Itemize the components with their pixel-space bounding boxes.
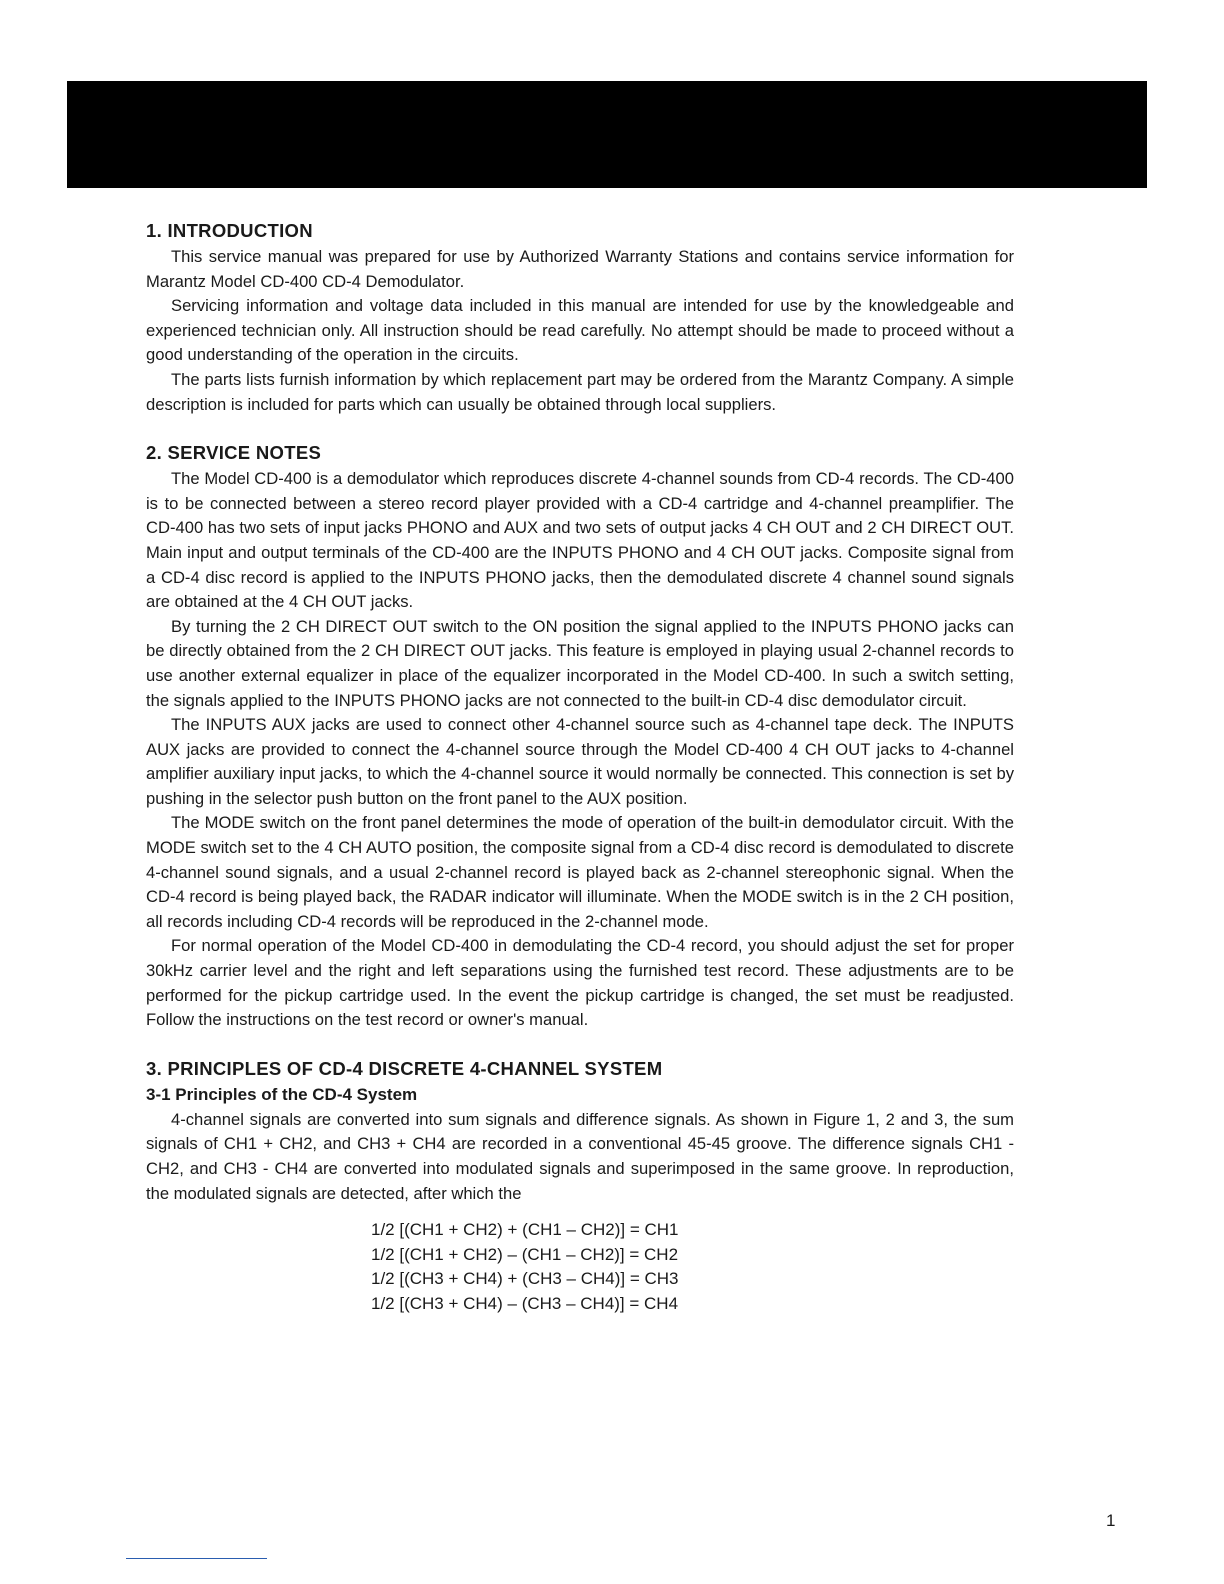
section-introduction [146,219,1014,417]
section-spacer [146,417,1014,441]
header-banner [67,81,1147,188]
page-number: 1 [1106,1511,1116,1530]
paragraph: The INPUTS AUX jacks are used to connect other 4-channel source such as 4-channel tape deck. The INPUTS AUX jacks are provided to connect the 4-channel source through the Model CD-400 4 CH OUT jacks to 4-channel amplifier auxiliary input jacks, to which the 4-channel source it would normally be connected. This connection is set by pushing in the selector push button on the front panel to the AUX position. [146,715,1014,808]
paragraph: The Model CD-400 is a demodulator which reproduces discrete 4-channel sounds from CD-4 records. The CD-400 is to be connected between a stereo record player provided with a CD-4 cartridge and 4-channel preamplifier. The CD-400 has two sets of input jacks PHONO and AUX and two sets of output jacks 4 CH OUT and 2 CH DIRECT OUT. Main input and output terminals of the CD-400 are the INPUTS PHONO and 4 CH OUT jacks. Composite signal from a CD-4 disc record is applied to the INPUTS PHONO jacks, then the demodulated discrete 4 channel sound signals are obtained at the 4 CH OUT jacks. [146,469,1014,612]
paragraph: 4-channel signals are converted into sum signals and difference signals. As shown in Figure 1, 2 and 3, the sum signals of CH1 + CH2, and CH3 + CH4 are recorded in a conventional 45-45 groove. The difference signals CH1 - CH2, and CH3 - CH4 are converted into modulated signals and superimposed in the same groove. In reproduction, the modulated signals are detected, after which the [146,1109,1014,1203]
equation: 1/2 [(CH1 + CH2) – (CH1 – CH2)] = CH2 [371,1244,679,1264]
paragraph: This service manual was prepared for use by Authorized Warranty Stations and contains service information for Marantz Model CD-400 CD-4 Demodulator. [146,247,1014,291]
section-heading: 1. INTRODUCTION [146,220,313,241]
footer-rule [126,1558,267,1559]
paragraph: The parts lists furnish information by which replacement part may be ordered from the Marantz Company. A simple description is included for parts which can usually be obtained through local suppliers. [146,369,1014,414]
equation: 1/2 [(CH3 + CH4) – (CH3 – CH4)] = CH4 [371,1293,679,1313]
section-service-notes [146,441,1014,1033]
paragraph: By turning the 2 CH DIRECT OUT switch to the ON position the signal applied to the INPUTS PHONO jacks can be directly obtained from the 2 CH DIRECT OUT jacks. This feature is employed in playing usual 2-channel records to use another external equalizer in place of the equalizer incorporated in the Model CD-400. In such a switch setting, the signals applied to the INPUTS PHONO jacks are not connected to the built-in CD-4 disc demodulator circuit. [146,616,1014,710]
section-spacer [146,1033,1014,1057]
equation-block [371,1218,1014,1316]
section-heading: 3. PRINCIPLES OF CD-4 DISCRETE 4-CHANNEL SYSTEM [146,1057,663,1079]
section-principles [146,1057,1014,1316]
section-heading: 2. SERVICE NOTES [146,442,322,464]
paragraph: Servicing information and voltage data included in this manual are intended for use by the knowledgeable and experienced technician only. All instruction should be read carefully. No attempt should be made to proceed without a good understanding of the operation in the circuits. [146,296,1014,365]
paragraph: The MODE switch on the front panel determines the mode of operation of the built-in demodulator circuit. With the MODE switch set to the 4 CH AUTO position, the composite signal from a CD-4 disc record is demodulated to discrete 4-channel sound signals, and a usual 2-channel record is played back as 2-channel stereophonic signal. When the CD-4 record is being played back, the RADAR indicator will illuminate. When the MODE switch is in the 2 CH position, all records including CD-4 records will be reproduced in the 2-channel mode. [146,813,1014,931]
equation: 1/2 [(CH1 + CH2) + (CH1 – CH2)] = CH1 [371,1220,679,1240]
subsection-heading: 3-1 Principles of the CD-4 System [146,1084,418,1104]
equation: 1/2 [(CH3 + CH4) + (CH3 – CH4)] = CH3 [371,1269,679,1289]
paragraph: For normal operation of the Model CD-400 in demodulating the CD-4 record, you should adjust the set for proper 30kHz carrier level and the right and left separations using the furnished test record. These adjustments are to be performed for the pickup cartridge used. In the event the pickup cartridge is changed, the set must be readjusted. Follow the instructions on the test record or owner's manual. [146,936,1014,1030]
page-content [146,219,1014,1316]
